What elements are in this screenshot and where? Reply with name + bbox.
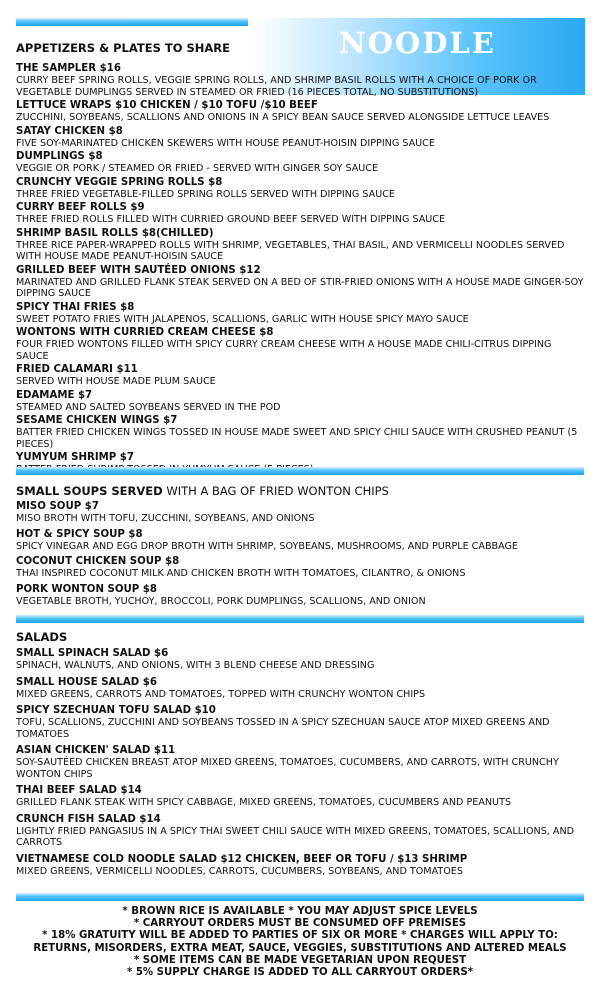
note: RETURNS, MISORDERS, EXTRA MEAT, SAUCE, VEGGIES, SUBSTITUTIONS AND ALTERED MEALS [33, 942, 567, 954]
menu-item-description: VEGETABLE BROTH, YUCHOY, BROCCOLI, PORK DUMPLINGS, SCALLIONS, AND ONION [16, 595, 426, 607]
menu-item-title: PORK WONTON SOUP $8 [16, 583, 157, 595]
menu-item [16, 202, 586, 226]
soups-subtitle: WITH A BAG OF FRIED WONTON CHIPS [162, 484, 389, 498]
menu-item [16, 390, 586, 414]
menu-item-title: SATAY CHICKEN $8 [16, 125, 123, 137]
section-divider [16, 893, 584, 901]
menu-item-description: SPICY VINEGAR AND EGG DROP BROTH WITH SHRIMP, SOYBEANS, MUSHROOMS, AND PURPLE CABBAGE [16, 540, 518, 552]
soups-list [16, 501, 586, 611]
menu-item [16, 501, 586, 525]
menu-item [16, 556, 586, 580]
menu-item-title: SMALL HOUSE SALAD $6 [16, 676, 157, 688]
appetizers-list [16, 63, 586, 478]
menu-notes [10, 906, 590, 979]
menu-item-title: THE SAMPLER $16 [16, 63, 121, 74]
menu-item [16, 100, 586, 124]
menu-item [16, 854, 586, 878]
menu-item [16, 785, 586, 809]
menu-item-description: MISO BROTH WITH TOFU, ZUCCHINI, SOYBEANS, AND ONIONS [16, 513, 315, 524]
note: * 18% GRATUITY WILL BE ADDED TO PARTIES OF SIX OR MORE * CHARGES WILL APPLY TO: [42, 930, 558, 942]
note: * 5% SUPPLY CHARGE IS ADDED TO ALL CARRYOUT ORDERS* [126, 967, 474, 979]
menu-item-title: SHRIMP BASIL ROLLS $8(CHILLED) [16, 227, 214, 239]
menu-item-title: SPICY SZECHUAN TOFU SALAD $10 [16, 705, 216, 716]
note: * SOME ITEMS CAN BE MADE VEGETARIAN UPON REQUEST [133, 954, 467, 966]
menu-item [16, 648, 586, 672]
menu-item [16, 814, 586, 849]
menu-item [16, 745, 586, 780]
menu-item-title: SESAME CHICKEN WINGS $7 [16, 415, 178, 426]
menu-item [16, 584, 586, 608]
menu-item-description: THREE FRIED VEGETABLE-FILLED SPRING ROLLS SERVED WITH DIPPING SAUCE [16, 188, 395, 200]
menu-item-title: MISO SOUP $7 [16, 501, 99, 512]
menu-item-description: BATTER FRIED CHICKEN WINGS TOSSED IN HOUSE MADE SWEET AND SPICY CHILI SAUCE WITH CRUSHED PEANUT (5 PIECES) [16, 427, 578, 450]
menu-item-title: EDAMAME $7 [16, 389, 93, 401]
salads-title: SALADS [16, 630, 68, 644]
menu-item-description: SERVED WITH HOUSE MADE PLUM SAUCE [16, 376, 216, 387]
note: * BROWN RICE IS AVAILABLE * YOU MAY ADJUST SPICE LEVELS [122, 906, 478, 917]
menu-item-description: THAI INSPIRED COCONUT MILK AND CHICKEN BROTH WITH TOMATOES, CILANTRO, & ONIONS [16, 568, 466, 579]
menu-item-title: YUMYUM SHRIMP $7 [16, 452, 134, 463]
menu-item-title: SMALL SPINACH SALAD $6 [16, 648, 169, 659]
menu-item [16, 415, 586, 450]
menu-item-title: DUMPLINGS $8 [16, 151, 103, 162]
menu-item-description: ZUCCHINI, SOYBEANS, SCALLIONS AND ONIONS IN A SPICY BEAN SAUCE SERVED ALONGSIDE LETTUCE LEAVES [16, 112, 550, 123]
menu-item [16, 364, 586, 388]
menu-item-description: MARINATED AND GRILLED FLANK STEAK SERVED ON A BED OF STIR-FRIED ONIONS WITH A HOUSE MADE GINGER-SOY DIPPING SAUCE [16, 276, 584, 299]
note: * CARRYOUT ORDERS MUST BE CONSUMED OFF PREMISES [133, 918, 467, 930]
menu-item-title: ASIAN CHICKEN' SALAD $11 [16, 745, 176, 756]
soups-heading: SMALL SOUPS SERVED [16, 484, 163, 498]
menu-item [16, 151, 586, 175]
menu-item-title: SPICY THAI FRIES $8 [16, 301, 135, 313]
header-accent-bar [16, 18, 248, 26]
menu-item-description: LIGHTLY FRIED PANGASIUS IN A SPICY THAI SWEET CHILI SAUCE WITH MIXED GREENS, TOMATOES, SCALLIONS, AND CARROTS [16, 825, 575, 848]
section-divider [16, 615, 584, 623]
menu-item-title: CRUNCH FISH SALAD $14 [16, 813, 161, 825]
menu-item [16, 677, 586, 701]
menu-item [16, 529, 586, 553]
menu-item [16, 63, 586, 98]
menu-item-description: MIXED GREENS, CARROTS AND TOMATOES, TOPPED WITH CRUNCHY WONTON CHIPS [16, 688, 426, 700]
menu-item [16, 126, 586, 150]
menu-item-description: FOUR FRIED WONTONS FILLED WITH SPICY CURRY CREAM CHEESE WITH A HOUSE MADE CHILI-CITRUS DIPPING SAUCE [16, 339, 552, 362]
menu-item-title: HOT & SPICY SOUP $8 [16, 528, 143, 540]
menu-item-description: SOY-SAUTÉED CHICKEN BREAST ATOP MIXED GREENS, TOMATOES, CUCUMBERS, AND CARROTS, WITH CRUNCHY WONTON CHIPS [16, 757, 559, 780]
menu-item-title: CURRY BEEF ROLLS $9 [16, 202, 145, 213]
menu-item-description: VEGGIE OR PORK / STEAMED OR FRIED - SERVED WITH GINGER SOY SAUCE [16, 163, 379, 174]
menu-item [16, 705, 586, 740]
soups-title [16, 484, 389, 498]
menu-item-description: THREE FRIED ROLLS FILLED WITH CURRIED GROUND BEEF SERVED WITH DIPPING SAUCE [16, 214, 446, 225]
menu-item-title: VIETNAMESE COLD NOODLE SALAD $12 CHICKEN, BEEF OR TOFU / $13 SHRIMP [16, 853, 468, 865]
menu-item [16, 265, 586, 300]
menu-item [16, 228, 586, 263]
menu-item-description: TOFU, SCALLIONS, ZUCCHINI AND SOYBEANS TOSSED IN A SPICY SZECHUAN SAUCE ATOP MIXED GREENS AND TOMATOES [16, 717, 550, 740]
menu-item-description: MIXED GREENS, VERMICELLI NOODLES, CARROTS, CUCUMBERS, SOYBEANS, AND TOMATOES [16, 865, 463, 877]
menu-item [16, 177, 586, 201]
menu-item-title: GRILLED BEEF WITH SAUTÉED ONIONS $12 [16, 264, 261, 276]
salads-list [16, 648, 586, 882]
menu-item-description: SPINACH, WALNUTS, AND ONIONS, WITH 3 BLEND CHEESE AND DRESSING [16, 660, 375, 671]
menu-item [16, 302, 586, 326]
menu-item-title: LETTUCE WRAPS $10 CHICKEN / $10 TOFU /$10 BEEF [16, 100, 318, 111]
brand-title: NOODLE [339, 26, 496, 60]
appetizers-title: APPETIZERS & PLATES TO SHARE [16, 41, 230, 55]
section-divider [16, 467, 584, 475]
menu-item-title: WONTONS WITH CURRIED CREAM CHEESE $8 [16, 327, 274, 338]
menu-item [16, 327, 586, 362]
menu-item-description: SWEET POTATO FRIES WITH JALAPENOS, SCALLIONS, GARLIC WITH HOUSE SPICY MAYO SAUCE [16, 313, 469, 325]
menu-item-title: FRIED CALAMARI $11 [16, 364, 138, 375]
menu-item-description: STEAMED AND SALTED SOYBEANS SERVED IN THE POD [16, 401, 281, 413]
menu-item-title: CRUNCHY VEGGIE SPRING ROLLS $8 [16, 176, 223, 188]
menu-item-description: CURRY BEEF SPRING ROLLS, VEGGIE SPRING ROLLS, AND SHRIMP BASIL ROLLS WITH A CHOICE OF PORK OR VEGETABLE DUMPLINGS SERVED IN STEAMED OR FRIED (16 PIECES TOTAL, NO SUBSTITUTIONS) [16, 75, 537, 98]
menu-item-description: FIVE SOY-MARINATED CHICKEN SKEWERS WITH HOUSE PEANUT-HOISIN DIPPING SAUCE [16, 137, 435, 149]
menu-item-description: THREE RICE PAPER-WRAPPED ROLLS WITH SHRIMP, VEGETABLES, THAI BASIL, AND VERMICELLI NOODLES SERVED WITH HOUSE MADE PEANUT-HOISIN SAUCE [16, 239, 565, 262]
menu-item-description: GRILLED FLANK STEAK WITH SPICY CABBAGE, MIXED GREENS, TOMATOES, CUCUMBERS AND PEANUTS [16, 797, 512, 808]
menu-item-title: COCONUT CHICKEN SOUP $8 [16, 556, 180, 567]
menu-item-title: THAI BEEF SALAD $14 [16, 785, 142, 796]
